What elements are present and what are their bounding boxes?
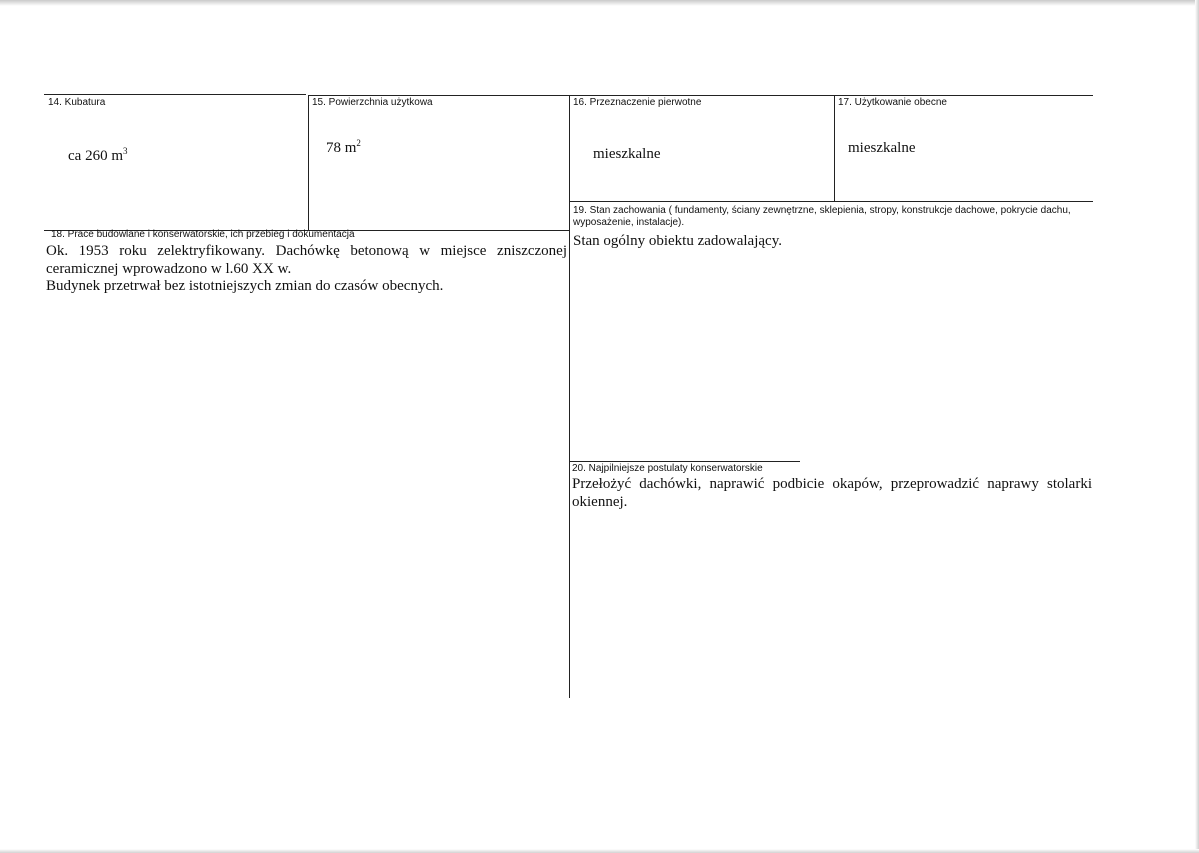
rule-row-19	[570, 201, 1093, 202]
scan-edge-right	[1195, 0, 1199, 853]
kubatura-label: 14. Kubatura	[48, 97, 106, 108]
prace-label: 18. Prace budowlane i konserwatorskie, ich przebieg i dokumentacja	[51, 229, 355, 240]
scan-edge-bottom	[0, 849, 1199, 853]
powierzchnia-value	[326, 139, 361, 157]
rule-v-16	[569, 95, 570, 698]
uzytkowanie-value: mieszkalne	[848, 140, 916, 156]
scan-edge-top	[0, 0, 1199, 6]
powierzchnia-value-text: 78 m	[326, 140, 357, 156]
prace-text-1: Ok. 1953 roku zelektryfikowany. Dachówkę betonową w miejsce zniszczonej ceramicznej wprowadzono w l.60 XX w.	[46, 243, 567, 277]
rule-top-right	[309, 95, 1093, 96]
uzytkowanie-label: 17. Użytkowanie obecne	[838, 97, 947, 108]
powierzchnia-unit-sup: 2	[356, 138, 361, 148]
przeznaczenie-value: mieszkalne	[593, 146, 661, 162]
kubatura-unit-sup: 3	[122, 146, 128, 156]
postulaty-value: Przełożyć dachówki, naprawić podbicie okapów, przeprowadzić naprawy stolarki okiennej.	[572, 476, 1092, 510]
prace-text-2: Budynek przetrwał bez istotniejszych zmian do czasów obecnych.	[46, 278, 444, 294]
kubatura-value	[68, 147, 127, 165]
rule-row-20	[570, 461, 800, 462]
stan-value: Stan ogólny obiektu zadowalający.	[573, 233, 782, 249]
postulaty-label: 20. Najpilniejsze postulaty konserwatorskie	[572, 463, 763, 474]
powierzchnia-label: 15. Powierzchnia użytkowa	[312, 97, 433, 108]
przeznaczenie-label: 16. Przeznaczenie pierwotne	[573, 97, 702, 108]
rule-v-15	[308, 95, 309, 230]
rule-v-17	[834, 95, 835, 201]
kubatura-value-text: ca 260 m	[68, 148, 123, 164]
stan-label: 19. Stan zachowania ( fundamenty, ściany zewnętrzne, sklepienia, stropy, konstrukcje dachowe, pokrycie dachu, wyposażenie, instalacje).	[573, 205, 1071, 228]
rule-top-left	[44, 94, 306, 95]
